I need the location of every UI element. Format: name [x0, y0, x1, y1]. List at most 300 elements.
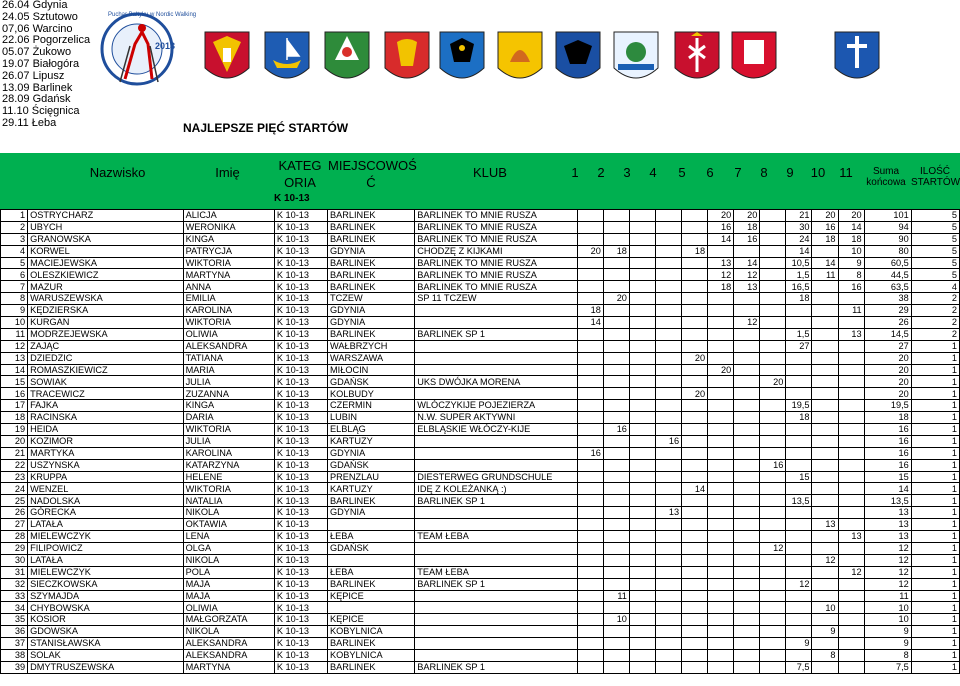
- table-cell: [682, 566, 708, 578]
- table-cell: 10: [603, 614, 629, 626]
- table-cell: MAZUR: [28, 281, 183, 293]
- table-row: [1, 221, 960, 233]
- table-cell: [734, 376, 760, 388]
- table-cell: [682, 661, 708, 673]
- table-row: [1, 531, 960, 543]
- table-cell: [734, 364, 760, 376]
- table-cell: [838, 554, 864, 566]
- table-cell: [577, 519, 603, 531]
- table-cell: JULIA: [183, 376, 274, 388]
- table-cell: K 10-13: [274, 590, 327, 602]
- table-cell: 13: [1, 352, 28, 364]
- col-header-round: 6: [706, 165, 714, 180]
- table-cell: K 10-13: [274, 435, 327, 447]
- table-cell: FILIPOWICZ: [28, 542, 183, 554]
- table-cell: 16: [864, 459, 911, 471]
- table-cell: BARLINEK SP 1: [415, 578, 578, 590]
- table-cell: [708, 412, 734, 424]
- table-cell: 1: [1, 210, 28, 222]
- table-cell: K 10-13: [274, 424, 327, 436]
- table-cell: 20: [864, 364, 911, 376]
- table-cell: 12: [864, 542, 911, 554]
- table-cell: [603, 531, 629, 543]
- table-row: [1, 435, 960, 447]
- table-cell: K 10-13: [274, 388, 327, 400]
- table-cell: [734, 400, 760, 412]
- col-header-kategoria: [274, 157, 326, 191]
- table-cell: [786, 317, 812, 329]
- table-cell: [760, 364, 786, 376]
- race-date: 26.04 Gdynia: [2, 0, 68, 11]
- table-cell: [838, 340, 864, 352]
- table-cell: 12: [864, 554, 911, 566]
- table-cell: 1: [911, 614, 959, 626]
- table-cell: 13,5: [864, 495, 911, 507]
- table-cell: [656, 614, 682, 626]
- col-header-round: 7: [734, 165, 742, 180]
- table-cell: [577, 590, 603, 602]
- table-cell: 9: [1, 305, 28, 317]
- table-cell: MIELEWCZYK: [28, 531, 183, 543]
- table-cell: 1: [911, 424, 959, 436]
- table-cell: [760, 554, 786, 566]
- table-cell: [838, 447, 864, 459]
- table-row: [1, 293, 960, 305]
- table-cell: [812, 447, 838, 459]
- table-row: [1, 495, 960, 507]
- table-cell: [708, 317, 734, 329]
- table-cell: [734, 412, 760, 424]
- table-cell: 13: [864, 519, 911, 531]
- table-cell: [577, 566, 603, 578]
- table-row: [1, 281, 960, 293]
- table-cell: [603, 661, 629, 673]
- col-header-suma-1: Suma: [872, 166, 900, 177]
- table-cell: WIKTORIA: [183, 257, 274, 269]
- table-cell: 13: [838, 531, 864, 543]
- table-cell: [812, 495, 838, 507]
- table-cell: [629, 305, 655, 317]
- table-cell: [656, 412, 682, 424]
- table-cell: [629, 614, 655, 626]
- table-cell: GDYNIA: [328, 245, 415, 257]
- table-cell: 16: [864, 424, 911, 436]
- table-cell: OLGA: [183, 542, 274, 554]
- col-header-suma: [862, 166, 910, 188]
- table-cell: [682, 400, 708, 412]
- race-date: 13.09 Barlinek: [2, 81, 73, 94]
- race-date: 26.07 Lipusz: [2, 69, 65, 82]
- table-cell: [812, 293, 838, 305]
- page-title: NAJLEPSZE PIĘĆ STARTÓW: [183, 121, 349, 135]
- table-cell: [708, 602, 734, 614]
- table-cell: [734, 531, 760, 543]
- table-cell: 18: [577, 305, 603, 317]
- table-cell: K 10-13: [274, 495, 327, 507]
- table-row: [1, 340, 960, 352]
- table-cell: K 10-13: [274, 649, 327, 661]
- table-cell: DZIEDZIC: [28, 352, 183, 364]
- table-cell: 13: [734, 281, 760, 293]
- table-cell: [577, 257, 603, 269]
- table-cell: [812, 424, 838, 436]
- col-header-round: 8: [760, 165, 768, 180]
- table-cell: 25: [1, 495, 28, 507]
- table-cell: FAJKA: [28, 400, 183, 412]
- table-cell: [812, 542, 838, 554]
- table-cell: [682, 495, 708, 507]
- table-cell: GDAŃSK: [328, 542, 415, 554]
- col-header-kategoria-1: KATEG: [278, 158, 322, 173]
- table-cell: [760, 590, 786, 602]
- table-cell: WIKTORIA: [183, 317, 274, 329]
- table-cell: [786, 483, 812, 495]
- table-cell: [656, 542, 682, 554]
- table-cell: GDYNIA: [328, 317, 415, 329]
- table-cell: [734, 626, 760, 638]
- table-cell: [734, 305, 760, 317]
- table-cell: [577, 435, 603, 447]
- table-cell: KOLBUDY: [328, 388, 415, 400]
- table-cell: ZAJĄC: [28, 340, 183, 352]
- table-cell: 101: [864, 210, 911, 222]
- table-cell: 14: [708, 233, 734, 245]
- col-header-round: 5: [678, 165, 686, 180]
- table-cell: 14: [1, 364, 28, 376]
- table-cell: BARLINEK: [328, 638, 415, 650]
- table-row: [1, 566, 960, 578]
- table-cell: KOZIMOR: [28, 435, 183, 447]
- table-cell: WENZEL: [28, 483, 183, 495]
- table-cell: [603, 519, 629, 531]
- table-cell: [786, 519, 812, 531]
- table-cell: [415, 602, 578, 614]
- table-cell: [812, 317, 838, 329]
- table-cell: [656, 400, 682, 412]
- table-cell: 20: [760, 376, 786, 388]
- table-cell: [629, 364, 655, 376]
- table-cell: MACIEJEWSKA: [28, 257, 183, 269]
- table-cell: [734, 293, 760, 305]
- table-cell: [812, 614, 838, 626]
- table-cell: [734, 424, 760, 436]
- table-cell: [577, 554, 603, 566]
- table-cell: [760, 221, 786, 233]
- table-cell: 14: [577, 317, 603, 329]
- table-cell: [708, 328, 734, 340]
- table-cell: [708, 352, 734, 364]
- table-cell: KOBYLNICA: [328, 626, 415, 638]
- table-cell: 12: [734, 317, 760, 329]
- table-cell: [603, 388, 629, 400]
- table-cell: [656, 376, 682, 388]
- table-cell: [786, 424, 812, 436]
- table-cell: NIKOLA: [183, 626, 274, 638]
- table-cell: [838, 293, 864, 305]
- table-cell: [708, 566, 734, 578]
- puchar-baltyku-logo: [102, 12, 196, 84]
- table-cell: [760, 447, 786, 459]
- table-cell: [629, 649, 655, 661]
- table-cell: 1: [911, 388, 959, 400]
- table-cell: 18: [786, 293, 812, 305]
- table-cell: BARLINEK: [328, 578, 415, 590]
- table-cell: 30: [786, 221, 812, 233]
- table-cell: [734, 447, 760, 459]
- table-cell: K 10-13: [274, 661, 327, 673]
- table-cell: [656, 447, 682, 459]
- table-cell: KĘDZIERSKA: [28, 305, 183, 317]
- table-cell: [682, 519, 708, 531]
- table-cell: [708, 305, 734, 317]
- table-cell: [629, 233, 655, 245]
- table-cell: 1: [911, 531, 959, 543]
- table-cell: 13: [864, 507, 911, 519]
- table-cell: 14,5: [864, 328, 911, 340]
- table-cell: [734, 566, 760, 578]
- table-cell: 13: [812, 519, 838, 531]
- table-cell: 1: [911, 352, 959, 364]
- table-cell: 17: [1, 400, 28, 412]
- table-cell: [734, 435, 760, 447]
- table-cell: K 10-13: [274, 233, 327, 245]
- table-cell: [577, 507, 603, 519]
- table-cell: [708, 507, 734, 519]
- table-cell: 1: [911, 578, 959, 590]
- table-cell: 22: [1, 459, 28, 471]
- table-cell: [708, 435, 734, 447]
- table-cell: [415, 554, 578, 566]
- table-cell: OLIWIA: [183, 602, 274, 614]
- col-header-round: 1: [571, 165, 579, 180]
- results-table: [0, 209, 960, 674]
- table-cell: TATIANA: [183, 352, 274, 364]
- table-cell: 18: [864, 412, 911, 424]
- table-cell: 21: [786, 210, 812, 222]
- table-cell: [577, 210, 603, 222]
- table-cell: RACINSKA: [28, 412, 183, 424]
- table-cell: GDOWSKA: [28, 626, 183, 638]
- table-cell: [708, 661, 734, 673]
- table-cell: 34: [1, 602, 28, 614]
- table-cell: [577, 649, 603, 661]
- col-header-miejscowosc-2: Ć: [366, 175, 376, 190]
- table-cell: [682, 281, 708, 293]
- table-cell: [682, 340, 708, 352]
- table-cell: 26: [864, 317, 911, 329]
- table-cell: [786, 590, 812, 602]
- table-cell: [812, 352, 838, 364]
- table-row: [1, 519, 960, 531]
- table-cell: [603, 281, 629, 293]
- table-cell: [603, 340, 629, 352]
- table-cell: [415, 649, 578, 661]
- table-cell: [838, 435, 864, 447]
- table-cell: [603, 638, 629, 650]
- table-cell: [708, 376, 734, 388]
- table-cell: [415, 626, 578, 638]
- table-cell: JULIA: [183, 435, 274, 447]
- table-cell: [603, 495, 629, 507]
- table-row: [1, 328, 960, 340]
- table-cell: 1: [911, 340, 959, 352]
- table-cell: 8: [1, 293, 28, 305]
- table-cell: KARTUZY: [328, 435, 415, 447]
- barlinek-crest-icon: [614, 32, 658, 78]
- table-cell: [629, 400, 655, 412]
- table-cell: [629, 210, 655, 222]
- table-cell: KURGAN: [28, 317, 183, 329]
- table-cell: [603, 210, 629, 222]
- table-cell: CZERMIN: [328, 400, 415, 412]
- table-cell: [708, 245, 734, 257]
- table-cell: 18: [734, 221, 760, 233]
- table-cell: 27: [864, 340, 911, 352]
- table-cell: [415, 542, 578, 554]
- table-cell: [577, 233, 603, 245]
- table-cell: 16: [603, 424, 629, 436]
- table-cell: 29: [1, 542, 28, 554]
- gdynia-crest-icon: [205, 32, 249, 78]
- table-cell: 14: [812, 257, 838, 269]
- table-cell: [682, 507, 708, 519]
- table-cell: 16: [760, 459, 786, 471]
- table-cell: 19: [1, 424, 28, 436]
- table-cell: WARSZAWA: [328, 352, 415, 364]
- table-cell: [629, 269, 655, 281]
- table-cell: 9: [838, 257, 864, 269]
- table-cell: 20: [1, 435, 28, 447]
- table-cell: [603, 328, 629, 340]
- table-cell: [577, 340, 603, 352]
- table-cell: 27: [786, 340, 812, 352]
- table-cell: [786, 566, 812, 578]
- table-cell: [682, 269, 708, 281]
- table-cell: 16: [577, 447, 603, 459]
- logo-year: 2013: [155, 41, 176, 51]
- table-cell: 26: [1, 507, 28, 519]
- table-cell: K 10-13: [274, 317, 327, 329]
- table-cell: [682, 649, 708, 661]
- table-cell: [786, 554, 812, 566]
- table-cell: [603, 257, 629, 269]
- table-cell: [577, 412, 603, 424]
- table-cell: [734, 471, 760, 483]
- table-cell: 4: [1, 245, 28, 257]
- table-cell: [838, 590, 864, 602]
- table-cell: MARTYNA: [183, 269, 274, 281]
- table-cell: [629, 471, 655, 483]
- table-cell: [577, 388, 603, 400]
- table-cell: 9: [812, 626, 838, 638]
- table-cell: [629, 638, 655, 650]
- table-cell: MARTYNA: [183, 661, 274, 673]
- table-cell: K 10-13: [274, 626, 327, 638]
- table-cell: LUBIN: [328, 412, 415, 424]
- table-cell: [415, 317, 578, 329]
- table-cell: WERONIKA: [183, 221, 274, 233]
- table-cell: [656, 221, 682, 233]
- table-cell: 1: [911, 435, 959, 447]
- table-cell: [577, 364, 603, 376]
- table-cell: 33: [1, 590, 28, 602]
- table-cell: [629, 388, 655, 400]
- table-cell: [682, 376, 708, 388]
- table-cell: K 10-13: [274, 210, 327, 222]
- table-cell: K 10-13: [274, 221, 327, 233]
- table-cell: [734, 328, 760, 340]
- table-cell: 21: [1, 447, 28, 459]
- table-cell: [838, 459, 864, 471]
- table-cell: [656, 566, 682, 578]
- table-cell: BARLINEK: [328, 328, 415, 340]
- table-cell: GÓRECKA: [28, 507, 183, 519]
- col-header-miejscowosc: [328, 157, 417, 191]
- table-cell: [629, 328, 655, 340]
- table-cell: STANISŁAWSKA: [28, 638, 183, 650]
- table-cell: [577, 269, 603, 281]
- table-cell: [760, 210, 786, 222]
- table-cell: 3: [1, 233, 28, 245]
- table-cell: KAROLINA: [183, 305, 274, 317]
- table-cell: ŁEBA: [328, 566, 415, 578]
- table-cell: 4: [911, 281, 959, 293]
- table-cell: 16: [864, 447, 911, 459]
- table-row: [1, 364, 960, 376]
- table-cell: [760, 305, 786, 317]
- table-cell: [328, 519, 415, 531]
- table-cell: [708, 614, 734, 626]
- table-cell: K 10-13: [274, 245, 327, 257]
- race-date: 11.10 Ścięgnica: [2, 105, 80, 118]
- table-cell: [603, 352, 629, 364]
- table-cell: [760, 507, 786, 519]
- table-cell: [415, 364, 578, 376]
- table-cell: 14: [838, 221, 864, 233]
- table-cell: 1: [911, 626, 959, 638]
- table-cell: 14: [682, 483, 708, 495]
- table-cell: [577, 661, 603, 673]
- table-row: [1, 245, 960, 257]
- table-cell: 32: [1, 578, 28, 590]
- table-cell: [786, 352, 812, 364]
- table-cell: KOBYLNICA: [328, 649, 415, 661]
- race-date: 05.07 Żukowo: [2, 46, 72, 59]
- table-row: [1, 626, 960, 638]
- table-cell: [577, 614, 603, 626]
- table-cell: [812, 459, 838, 471]
- table-cell: DARIA: [183, 412, 274, 424]
- table-cell: 18: [838, 233, 864, 245]
- table-cell: [786, 649, 812, 661]
- table-row: [1, 578, 960, 590]
- table-cell: [656, 471, 682, 483]
- table-cell: [629, 602, 655, 614]
- table-row: [1, 352, 960, 364]
- table-cell: [415, 340, 578, 352]
- table-cell: [656, 305, 682, 317]
- table-cell: TEAM ŁEBA: [415, 566, 578, 578]
- table-row: [1, 614, 960, 626]
- table-cell: [734, 340, 760, 352]
- table-cell: [577, 626, 603, 638]
- table-cell: [838, 495, 864, 507]
- table-row: [1, 424, 960, 436]
- table-cell: 8: [812, 649, 838, 661]
- table-cell: [734, 649, 760, 661]
- table-cell: 2: [1, 221, 28, 233]
- table-cell: [682, 364, 708, 376]
